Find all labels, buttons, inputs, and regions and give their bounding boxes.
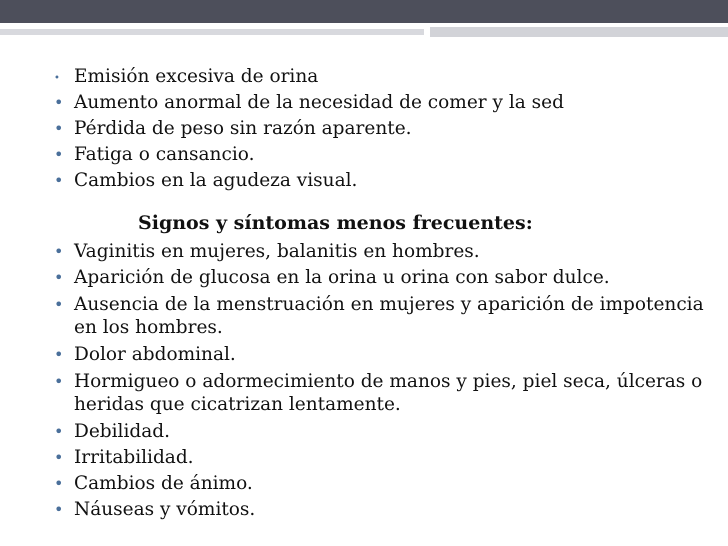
list-item-text: Ausencia de la menstruación en mujeres y aparición de impotencia en los hombres.	[74, 294, 704, 338]
list-item-text: Emisión excesiva de orina	[74, 66, 319, 87]
list-item-text: Pérdida de peso sin razón aparente.	[74, 118, 412, 139]
bullet-icon: •	[54, 171, 64, 190]
bullet-icon: •	[54, 295, 64, 314]
list-item	[54, 421, 714, 442]
bullet-icon: •	[54, 500, 64, 519]
list-item-text: Fatiga o cansancio.	[74, 144, 255, 165]
bullet-icon: •	[54, 73, 60, 84]
less-frequent-symptoms-list	[54, 241, 714, 520]
bullet-icon: •	[54, 119, 64, 138]
list-item	[54, 370, 714, 416]
list-item	[54, 344, 714, 365]
list-item	[54, 170, 714, 191]
slide-top-band	[0, 0, 728, 23]
list-item-text: Debilidad.	[74, 421, 170, 442]
list-item-text: Dolor abdominal.	[74, 344, 236, 365]
list-item-text: Hormigueo o adormecimiento de manos y pies, piel seca, úlceras o heridas que cicatrizan lentamente.	[74, 371, 703, 415]
list-item	[54, 92, 714, 113]
list-item-text: Aparición de glucosa en la orina u orina con sabor dulce.	[74, 267, 610, 288]
frequent-symptoms-list	[54, 66, 714, 191]
bullet-icon: •	[54, 372, 64, 391]
bullet-icon: •	[54, 242, 64, 261]
list-item-text: Vaginitis en mujeres, balanitis en hombres.	[74, 241, 480, 262]
list-item	[54, 144, 714, 165]
bullet-icon: •	[54, 345, 64, 364]
bullet-icon: •	[54, 474, 64, 493]
list-item-text: Aumento anormal de la necesidad de comer y la sed	[74, 92, 564, 113]
list-item	[54, 499, 714, 520]
list-item	[54, 473, 714, 494]
list-item	[54, 118, 714, 139]
list-item-text: Cambios de ánimo.	[74, 473, 253, 494]
list-item	[54, 241, 714, 262]
list-item-text: Irritabilidad.	[74, 447, 194, 468]
accent-bar-right	[430, 27, 728, 37]
list-item	[54, 66, 714, 87]
bullet-icon: •	[54, 268, 64, 287]
list-item-text: Náuseas y vómitos.	[74, 499, 256, 520]
slide-content	[54, 66, 714, 525]
bullet-icon: •	[54, 93, 64, 112]
bullet-icon: •	[54, 145, 64, 164]
list-item-text: Cambios en la agudeza visual.	[74, 170, 358, 191]
accent-bar-left	[0, 29, 424, 35]
list-item	[54, 293, 714, 339]
list-item	[54, 447, 714, 468]
bullet-icon: •	[54, 448, 64, 467]
list-item	[54, 267, 714, 288]
section-subheading: Signos y síntomas menos frecuentes:	[138, 212, 533, 234]
bullet-icon: •	[54, 422, 64, 441]
